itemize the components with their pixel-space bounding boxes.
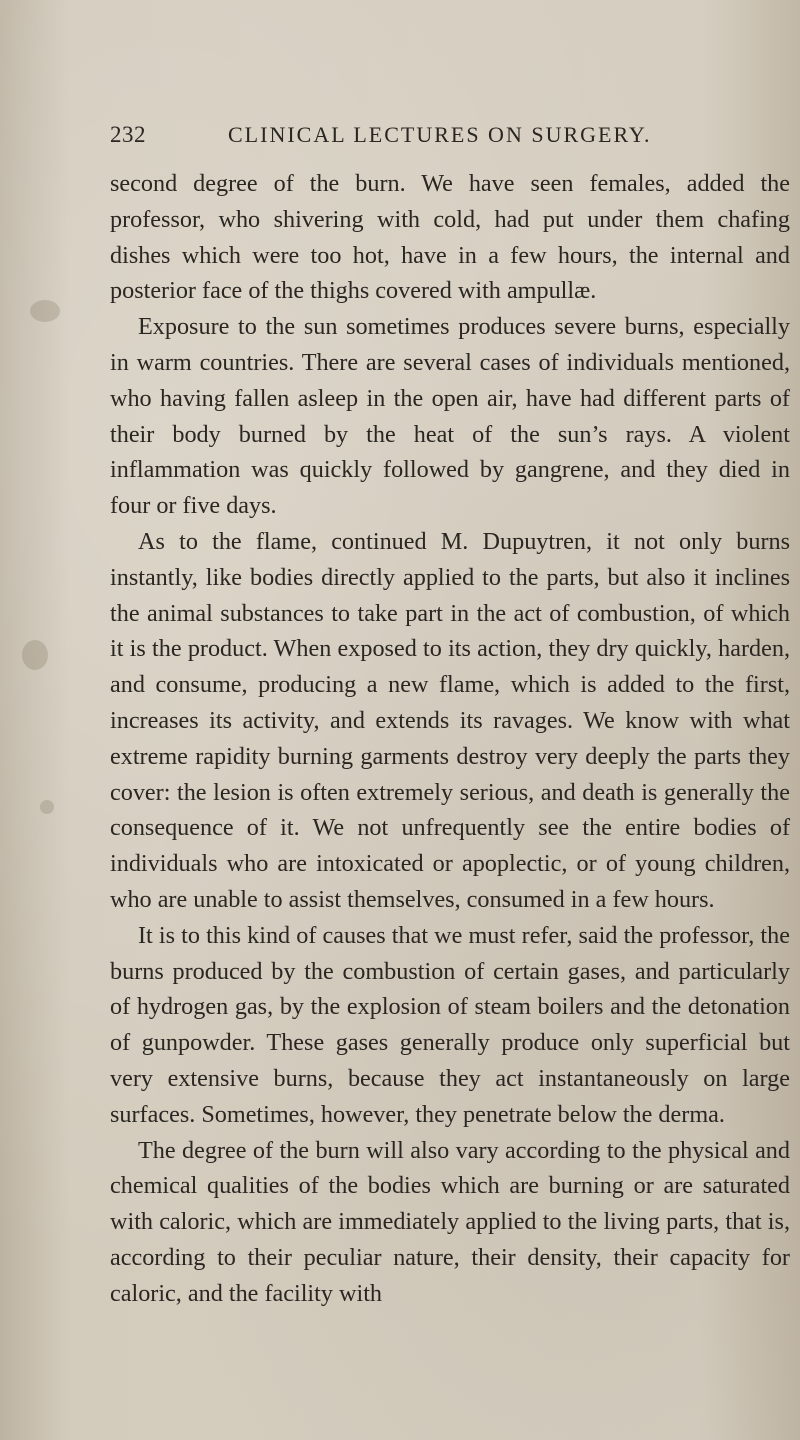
paper-stain xyxy=(40,800,54,814)
paragraph: As to the flame, continued M. Dupuytren, it not only burns instantly, like bodies directly applied to the parts, but also it inclines the animal substances to take part in the act of combustion, of which it is the product. When exposed to its action, they dry quickly, harden, and consume, producing a new flame, which is added to the first, increases its activity, and extends its ravages. We know with what extreme rapidity burning garments destroy very deeply the parts they cover: the lesion is often extremely serious, and death is generally the consequence of it. We not unfrequently see the entire bodies of individuals who are intoxicated or apoplectic, or of young children, who are unable to assist themselves, consumed in a few hours. xyxy=(110,527,790,913)
page-number: 232 xyxy=(110,122,146,147)
running-head: CLINICAL LECTURES ON SURGERY. xyxy=(228,122,652,147)
page-header xyxy=(110,118,790,158)
paragraph: It is to this kind of causes that we must refer, said the professor, the burns produced by the combustion of certain gases, and particularly of hydrogen gas, by the explosion of steam boilers and the detonation of gunpowder. These gases generally produce only superficial but very extensive burns, because they act instantaneously on large surfaces. Sometimes, however, they penetrate below the derma. xyxy=(110,921,790,1128)
body-text xyxy=(110,166,790,1312)
book-page xyxy=(110,118,790,1418)
paper-stain xyxy=(30,300,60,322)
paper-stain xyxy=(22,640,48,670)
paragraph: Exposure to the sun sometimes produces severe burns, especially in warm countries. There are several cases of individuals mentioned, who having fallen asleep in the open air, have had different parts of their body burned by the heat of the sun’s rays. A violent inflammation was quickly followed by gangrene, and they died in four or five days. xyxy=(110,313,790,520)
paragraph: The degree of the burn will also vary according to the physical and chemical qualities of the bodies which are burning or are saturated with caloric, which are immediately applied to the living parts, that is, according to their peculiar nature, their density, their capacity for caloric, and the facility with xyxy=(110,1136,790,1307)
paragraph: second degree of the burn. We have seen females, added the professor, who shivering with cold, had put under them chafing dishes which were too hot, have in a few hours, the internal and posterior face of the thighs covered with ampullæ. xyxy=(110,170,790,305)
